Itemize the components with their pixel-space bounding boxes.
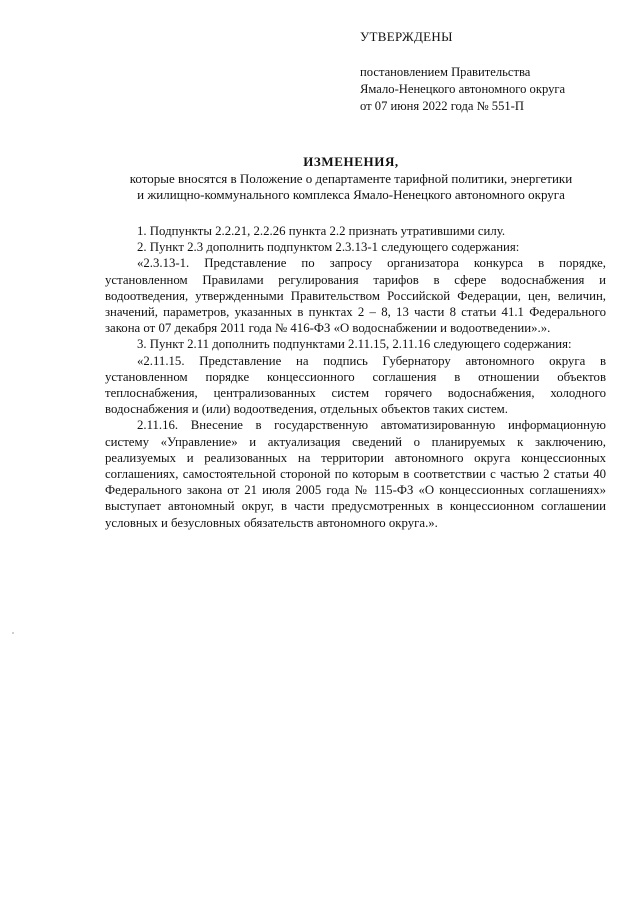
- scan-speck: [12, 632, 14, 634]
- approval-line: от 07 июня 2022 года № 551-П: [360, 99, 524, 113]
- document-header: [80, 154, 622, 204]
- paragraph-subitem-2-11-15: «2.11.15. Представление на подпись Губернатору автономного округа в установленном порядке концессионного соглашения в отношении объектов теплоснабжения, централизованных систем горячего водоснабжения, холодного водоснабжения и (или) водоотведения, отдельных объектов таких систем.: [105, 353, 606, 417]
- document-subtitle-line: которые вносятся в Положение о департаменте тарифной политики, энергетики: [129, 170, 573, 186]
- paragraph-item-1: 1. Подпункты 2.2.21, 2.2.26 пункта 2.2 признать утратившими силу.: [137, 224, 506, 238]
- document-subtitle-line: и жилищно-коммунального комплекса Ямало-Ненецкого автономного округа: [137, 187, 565, 202]
- paragraph-subitem-2-11-16: 2.11.16. Внесение в государственную автоматизированную информационную систему «Управление» и актуализация сведений о планируемых к заключению, реализуемых и реализованных на территории автономного округа концессионных соглашениях, самостоятельной стороной по которым в соответствии с частью 2 статьи 40 Федерального закона от 21 июля 2005 года № 115-ФЗ «О концессионных соглашениях» выступает автономный округ, в части предусмотренных в концессионном соглашении условных и безусловных обязательств автономного округа.».: [105, 418, 606, 530]
- approval-line: постановлением Правительства: [360, 65, 531, 79]
- paragraph-item-2: 2. Пункт 2.3 дополнить подпунктом 2.3.13-1 следующего содержания:: [137, 240, 520, 255]
- paragraph-subitem-2-3-13-1: «2.3.13-1. Представление по запросу организатора конкурса в порядке, установленном Правилами регулирования тарифов в сфере водоснабжения и водоотведения, утвержденными Правительством Российской Федерации, цен, величин, значений, параметров, указанных в пунктах 2 – 8, 13 части 8 статьи 41.1 Федерального закона от 07 декабря 2011 года № 416-ФЗ «О водоснабжении и водоотведении».».: [105, 256, 606, 336]
- approval-title: УТВЕРЖДЕНЫ: [360, 29, 453, 44]
- document-body: [105, 223, 606, 531]
- paragraph-item-3: 3. Пункт 2.11 дополнить подпунктами 2.11.15, 2.11.16 следующего содержания:: [137, 337, 572, 352]
- approval-line: Ямало-Ненецкого автономного округа: [360, 82, 566, 96]
- approval-block: [360, 28, 620, 115]
- document-heading: ИЗМЕНЕНИЯ,: [303, 154, 399, 169]
